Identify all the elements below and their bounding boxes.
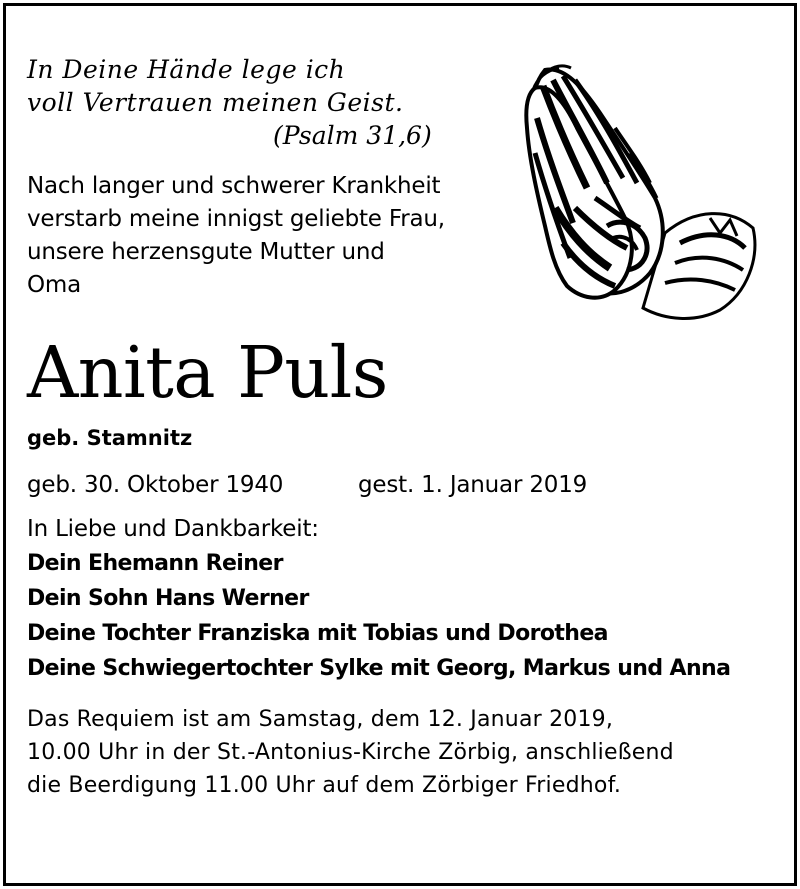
mourner-entry: Dein Ehemann Reiner	[27, 551, 283, 576]
maiden-name: geb. Stamnitz	[27, 426, 193, 450]
announcement-line: unsere herzensgute Mutter und	[27, 239, 385, 265]
mourners-intro: In Liebe und Dankbarkeit:	[27, 516, 319, 542]
praying-hands-icon	[515, 58, 760, 328]
deceased-name: Anita Puls	[27, 331, 388, 414]
announcement-line: Oma	[27, 272, 82, 298]
service-line: 10.00 Uhr in der St.-Antonius-Kirche Zörbig, anschließend	[27, 740, 674, 765]
funeral-service-info	[27, 703, 674, 802]
psalm-verse	[27, 53, 404, 119]
birth-date: geb. 30. Oktober 1940	[27, 472, 284, 498]
announcement-line: Nach langer und schwerer Krankheit	[27, 173, 441, 199]
mourner-entry: Dein Sohn Hans Werner	[27, 586, 309, 611]
service-line: Das Requiem ist am Samstag, dem 12. Januar 2019,	[27, 707, 614, 732]
verse-reference: (Psalm 31,6)	[273, 121, 432, 150]
mourners-list	[27, 546, 730, 686]
verse-line: In Deine Hände lege ich	[27, 55, 346, 84]
death-announcement	[27, 170, 445, 302]
mourner-entry: Deine Tochter Franziska mit Tobias und Dorothea	[27, 621, 608, 646]
mourner-entry: Deine Schwiegertochter Sylke mit Georg, Markus und Anna	[27, 656, 731, 681]
service-line: die Beerdigung 11.00 Uhr auf dem Zörbiger Friedhof.	[27, 773, 622, 798]
announcement-line: verstarb meine innigst geliebte Frau,	[27, 206, 445, 232]
verse-line: voll Vertrauen meinen Geist.	[27, 88, 404, 117]
death-date: gest. 1. Januar 2019	[358, 472, 588, 498]
